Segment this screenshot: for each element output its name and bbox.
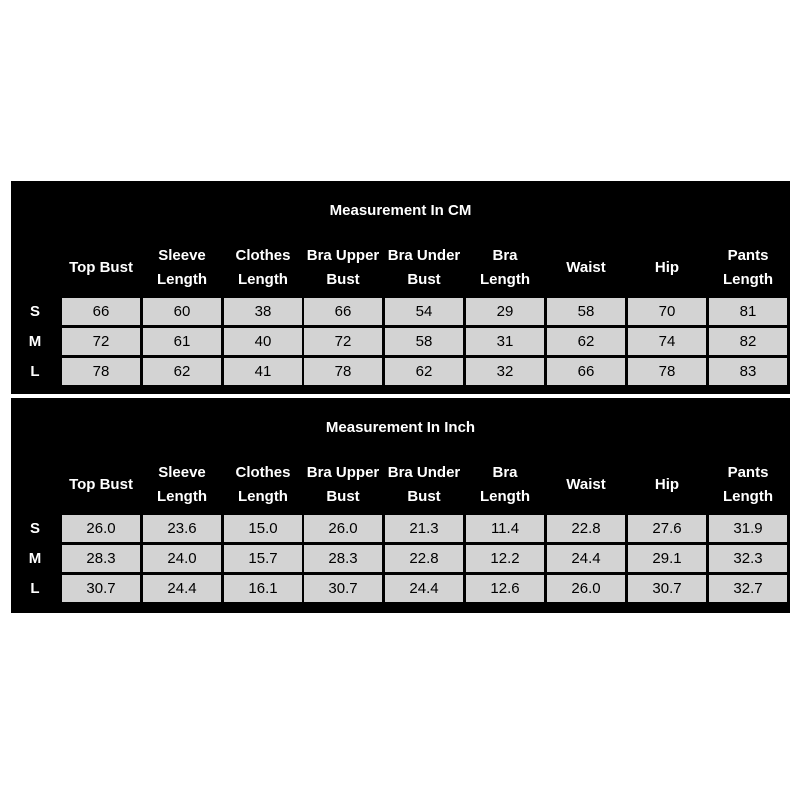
row-label-size-l: L bbox=[30, 363, 40, 380]
table-cell-s-clothes-length: 38 bbox=[224, 298, 302, 325]
column-header-pants-length: Pants Length bbox=[723, 464, 773, 505]
table-cell-m-top-bust: 28.3 bbox=[62, 545, 140, 572]
table-cell-l-pants-length: 32.7 bbox=[709, 575, 787, 602]
column-header-bra-upper-bust: Bra Upper Bust bbox=[306, 464, 380, 505]
table-cell-s-bra-under-bust: 21.3 bbox=[385, 515, 463, 542]
column-header-bra-length: Bra Length bbox=[480, 247, 530, 288]
table-cell-m-sleeve-length: 61 bbox=[143, 328, 221, 355]
table-cell-m-waist: 62 bbox=[547, 328, 625, 355]
row-label-size-s: S bbox=[29, 520, 40, 537]
table-cell-m-bra-length: 12.2 bbox=[466, 545, 544, 572]
table-cell-m-bra-length: 31 bbox=[466, 328, 544, 355]
table-cell-l-clothes-length: 41 bbox=[224, 358, 302, 385]
column-header-hip: Hip bbox=[654, 476, 680, 493]
table-cell-m-sleeve-length: 24.0 bbox=[143, 545, 221, 572]
table-cell-s-bra-upper-bust: 26.0 bbox=[304, 515, 382, 542]
table-cell-l-top-bust: 30.7 bbox=[62, 575, 140, 602]
table-cell-m-hip: 74 bbox=[628, 328, 706, 355]
table-cell-l-bra-length: 32 bbox=[466, 358, 544, 385]
table-cell-m-bra-under-bust: 58 bbox=[385, 328, 463, 355]
table-cell-m-bra-upper-bust: 72 bbox=[304, 328, 382, 355]
table-cell-s-bra-length: 29 bbox=[466, 298, 544, 325]
row-label-size-s: S bbox=[29, 303, 40, 320]
column-header-pants-length: Pants Length bbox=[723, 247, 773, 288]
table-cell-l-clothes-length: 16.1 bbox=[224, 575, 302, 602]
table-cell-m-pants-length: 32.3 bbox=[709, 545, 787, 572]
column-header-bra-upper-bust: Bra Upper Bust bbox=[306, 247, 380, 288]
column-header-clothes-length: Clothes Length bbox=[235, 464, 291, 505]
column-header-clothes-length: Clothes Length bbox=[235, 247, 291, 288]
column-header-waist: Waist bbox=[566, 476, 606, 493]
table-cell-l-waist: 26.0 bbox=[547, 575, 625, 602]
table-cell-s-clothes-length: 15.0 bbox=[224, 515, 302, 542]
table-cell-l-hip: 30.7 bbox=[628, 575, 706, 602]
table-cell-l-sleeve-length: 24.4 bbox=[143, 575, 221, 602]
table-cell-m-clothes-length: 40 bbox=[224, 328, 302, 355]
column-header-waist: Waist bbox=[566, 259, 606, 276]
table-cell-l-bra-upper-bust: 30.7 bbox=[304, 575, 382, 602]
table-cell-l-pants-length: 83 bbox=[709, 358, 787, 385]
row-label-size-m: M bbox=[28, 333, 42, 350]
table-cell-s-waist: 58 bbox=[547, 298, 625, 325]
table-cell-m-clothes-length: 15.7 bbox=[224, 545, 302, 572]
row-label-size-m: M bbox=[28, 550, 42, 567]
column-header-top-bust: Top Bust bbox=[69, 259, 133, 276]
column-header-hip: Hip bbox=[654, 259, 680, 276]
table-cell-s-sleeve-length: 60 bbox=[143, 298, 221, 325]
column-header-top-bust: Top Bust bbox=[69, 476, 133, 493]
column-header-bra-under-bust: Bra Under Bust bbox=[387, 464, 461, 505]
table-cell-l-waist: 66 bbox=[547, 358, 625, 385]
table-cell-m-waist: 24.4 bbox=[547, 545, 625, 572]
table-cell-s-pants-length: 31.9 bbox=[709, 515, 787, 542]
table-cell-m-bra-upper-bust: 28.3 bbox=[304, 545, 382, 572]
table-cell-s-sleeve-length: 23.6 bbox=[143, 515, 221, 542]
table-cell-s-bra-upper-bust: 66 bbox=[304, 298, 382, 325]
table-cell-l-hip: 78 bbox=[628, 358, 706, 385]
table-cell-l-top-bust: 78 bbox=[62, 358, 140, 385]
size-table-cm bbox=[11, 181, 790, 394]
table-cell-s-hip: 27.6 bbox=[628, 515, 706, 542]
column-header-sleeve-length: Sleeve Length bbox=[157, 464, 207, 505]
table-title: Measurement In Inch bbox=[325, 419, 476, 436]
table-cell-s-waist: 22.8 bbox=[547, 515, 625, 542]
table-cell-s-pants-length: 81 bbox=[709, 298, 787, 325]
table-cell-s-bra-under-bust: 54 bbox=[385, 298, 463, 325]
table-cell-l-bra-length: 12.6 bbox=[466, 575, 544, 602]
table-cell-s-top-bust: 26.0 bbox=[62, 515, 140, 542]
column-header-sleeve-length: Sleeve Length bbox=[157, 247, 207, 288]
size-table-inch bbox=[11, 398, 790, 613]
table-cell-s-hip: 70 bbox=[628, 298, 706, 325]
column-header-bra-length: Bra Length bbox=[480, 464, 530, 505]
column-header-bra-under-bust: Bra Under Bust bbox=[387, 247, 461, 288]
table-cell-m-hip: 29.1 bbox=[628, 545, 706, 572]
table-cell-s-bra-length: 11.4 bbox=[466, 515, 544, 542]
table-cell-l-bra-under-bust: 62 bbox=[385, 358, 463, 385]
row-label-size-l: L bbox=[30, 580, 40, 597]
table-cell-l-sleeve-length: 62 bbox=[143, 358, 221, 385]
table-cell-m-pants-length: 82 bbox=[709, 328, 787, 355]
table-cell-s-top-bust: 66 bbox=[62, 298, 140, 325]
table-cell-m-bra-under-bust: 22.8 bbox=[385, 545, 463, 572]
table-cell-m-top-bust: 72 bbox=[62, 328, 140, 355]
table-cell-l-bra-upper-bust: 78 bbox=[304, 358, 382, 385]
table-title: Measurement In CM bbox=[329, 202, 472, 219]
table-cell-l-bra-under-bust: 24.4 bbox=[385, 575, 463, 602]
